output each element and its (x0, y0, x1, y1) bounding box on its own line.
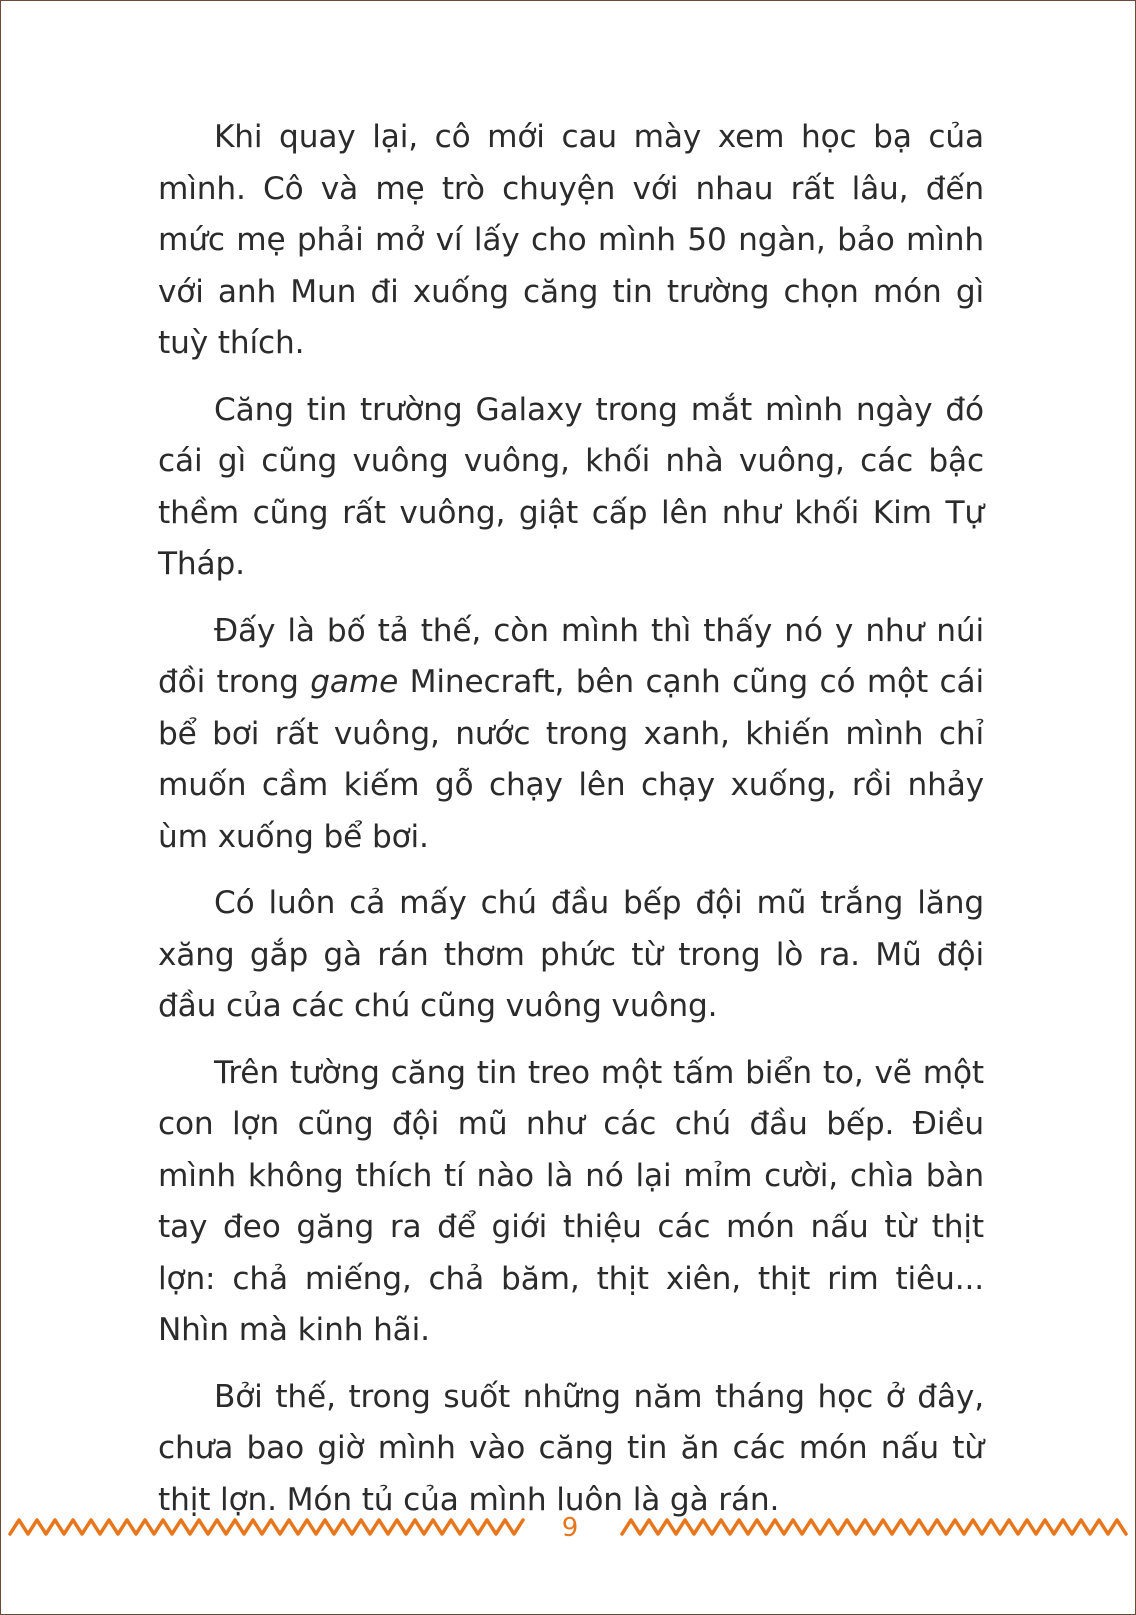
left-zigzag-ornament (8, 1514, 528, 1542)
paragraph-3-after: Minecraft, bên cạnh cũng có một cái bể bơi rất vuông, nước trong xanh, khiến mình chỉ muốn cầm kiếm gỗ chạy lên chạy xuống, rồi nhảy ùm xuống bể bơi. (158, 664, 984, 855)
page-number: 9 (561, 1513, 579, 1543)
paragraph-5: Trên tường căng tin treo một tấm biển to, vẽ một con lợn cũng đội mũ như các chú đầu bếp. Điều mình không thích tí nào là nó lại mỉm cười, chìa bàn tay đeo găng ra để giới thiệu các món nấu từ thịt lợn: chả miếng, chả băm, thịt xiên, thịt rim tiêu... Nhìn mà kinh hãi. (158, 1054, 984, 1348)
paragraph-3-italic: game (310, 664, 399, 700)
paragraph-1: Khi quay lại, cô mới cau mày xem học bạ của mình. Cô và mẹ trò chuyện với nhau rất lâu, đến mức mẹ phải mở ví lấy cho mình 50 ngàn, bảo mình với anh Mun đi xuống căng tin trường chọn món gì tuỳ thích. (158, 119, 984, 361)
paragraph-3 (158, 606, 984, 864)
right-zigzag-ornament (620, 1514, 1130, 1542)
paragraph-3-before: Đấy là bố tả thế, còn mình thì thấy nó y như núi đồi trong (158, 612, 984, 700)
paragraph-6: Bởi thế, trong suốt những năm tháng học ở đây, chưa bao giờ mình vào căng tin ăn các món nấu từ thịt lợn. Món tủ của mình luôn là gà rán. (158, 1378, 984, 1518)
body-text (158, 112, 984, 1541)
page-footer (0, 1508, 1136, 1548)
paragraph-4: Có luôn cả mấy chú đầu bếp đội mũ trắng lăng xăng gắp gà rán thơm phức từ trong lò ra. Mũ đội đầu của các chú cũng vuông vuông. (158, 885, 984, 1024)
paragraph-2: Căng tin trường Galaxy trong mắt mình ngày đó cái gì cũng vuông vuông, khối nhà vuông, các bậc thềm cũng rất vuông, giật cấp lên như khối Kim Tự Tháp. (158, 391, 984, 582)
